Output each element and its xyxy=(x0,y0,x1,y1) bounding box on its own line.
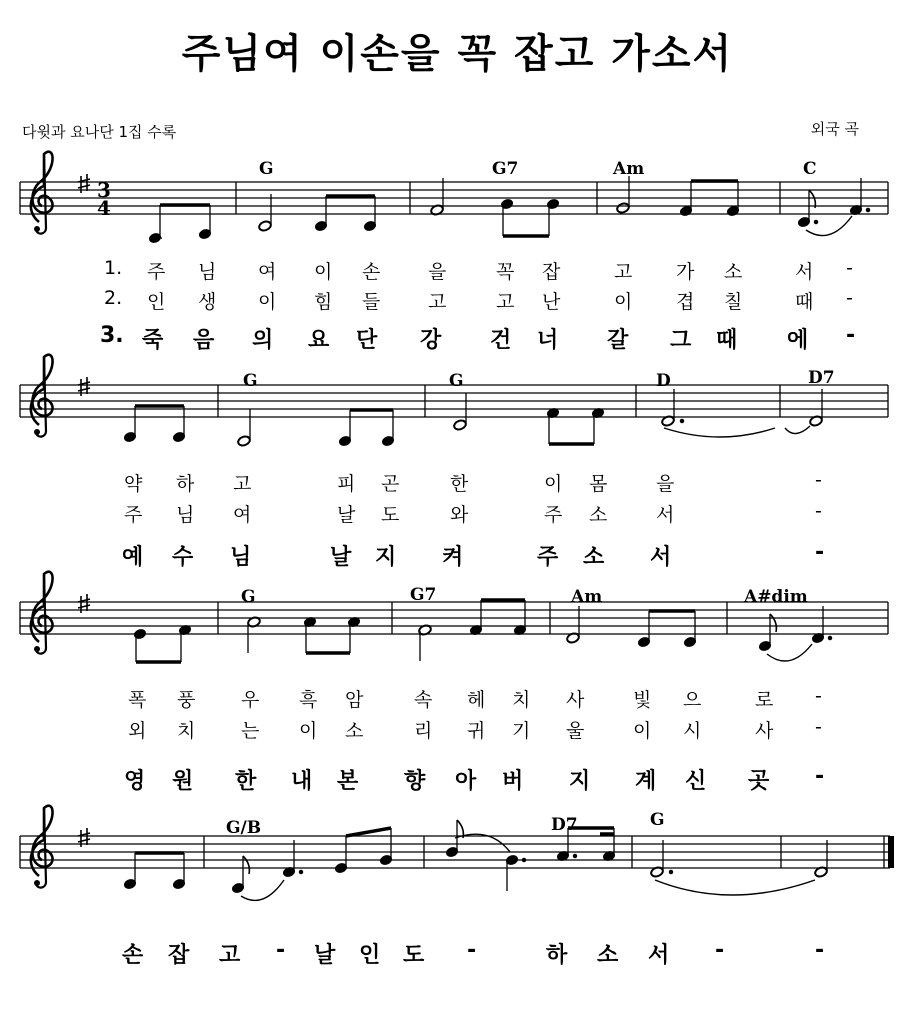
lyric-line-verse-3: 예 수 님 날 지 켜 주 소 서 - xyxy=(122,540,825,570)
chord-symbol: G7 xyxy=(410,585,437,605)
treble-clef-icon xyxy=(31,355,53,437)
chord-symbol: Am xyxy=(613,159,645,179)
chord-symbol: C xyxy=(803,159,817,179)
chord-symbol: G xyxy=(449,371,464,391)
treble-clef-icon xyxy=(31,152,53,234)
lyric-line-verse-2: 주 님 여 날 도 와 주 소 서 - xyxy=(124,500,822,526)
time-signature-top: 3 xyxy=(97,178,111,202)
chord-symbol: D7 xyxy=(551,815,578,835)
staff-system-4 xyxy=(20,806,894,901)
lyric-line-verse-2: 2. 인 생 이 힘 들 고 고 난 이 겹 칠 때 - xyxy=(104,287,853,313)
staff-system-2 xyxy=(20,355,888,447)
lyric-line-verse-3: 3. 죽 음 의 요 단 강 건 너 갈 그 때 에 - xyxy=(100,323,856,353)
lyric-line-verse-1: 폭 풍 우 흑 암 속 헤 치 사 빛 으 로 - xyxy=(128,685,822,711)
chord-symbol: G/B xyxy=(226,818,262,838)
chord-symbol: G xyxy=(241,587,256,607)
lyric-line-verse-3: 영 원 한 내 본 향 아 버 지 계 신 곳 - xyxy=(124,764,825,794)
chord-symbol: Am xyxy=(571,587,603,607)
lyric-line-verse-1: 1. 주 님 여 이 손 을 꼭 잡 고 가 소 서 - xyxy=(104,257,853,283)
album-note: 다윗과 요나단 1집 수록 xyxy=(22,123,177,141)
lyric-line-verse-2: 외 치 는 이 소 리 귀 기 울 이 시 사 - xyxy=(128,716,822,742)
time-signature-bottom: 4 xyxy=(97,196,111,220)
chord-symbol: G xyxy=(259,159,274,179)
chord-symbol: G xyxy=(243,371,258,391)
staff-system-3 xyxy=(20,572,888,662)
chord-symbol: G7 xyxy=(492,159,519,179)
lyric-line-verse-1: 약 하 고 피 곤 한 이 몸 을 - xyxy=(124,469,822,495)
staff-system-1 xyxy=(20,152,888,244)
chord-symbol: G xyxy=(650,810,665,830)
chord-symbol: D7 xyxy=(808,368,835,388)
song-title: 주님여 이손을 꼭 잡고 가소서 xyxy=(181,31,734,77)
chord-symbol: A#dim xyxy=(744,587,808,607)
composer-credit: 외국 곡 xyxy=(810,120,859,138)
chord-symbol: D xyxy=(656,371,671,391)
treble-clef-icon xyxy=(31,806,53,888)
treble-clef-icon xyxy=(31,572,53,654)
lyric-line-verse-3: 손 잡 고 - 날 인 도 - 하 소 서 - - xyxy=(122,938,825,968)
